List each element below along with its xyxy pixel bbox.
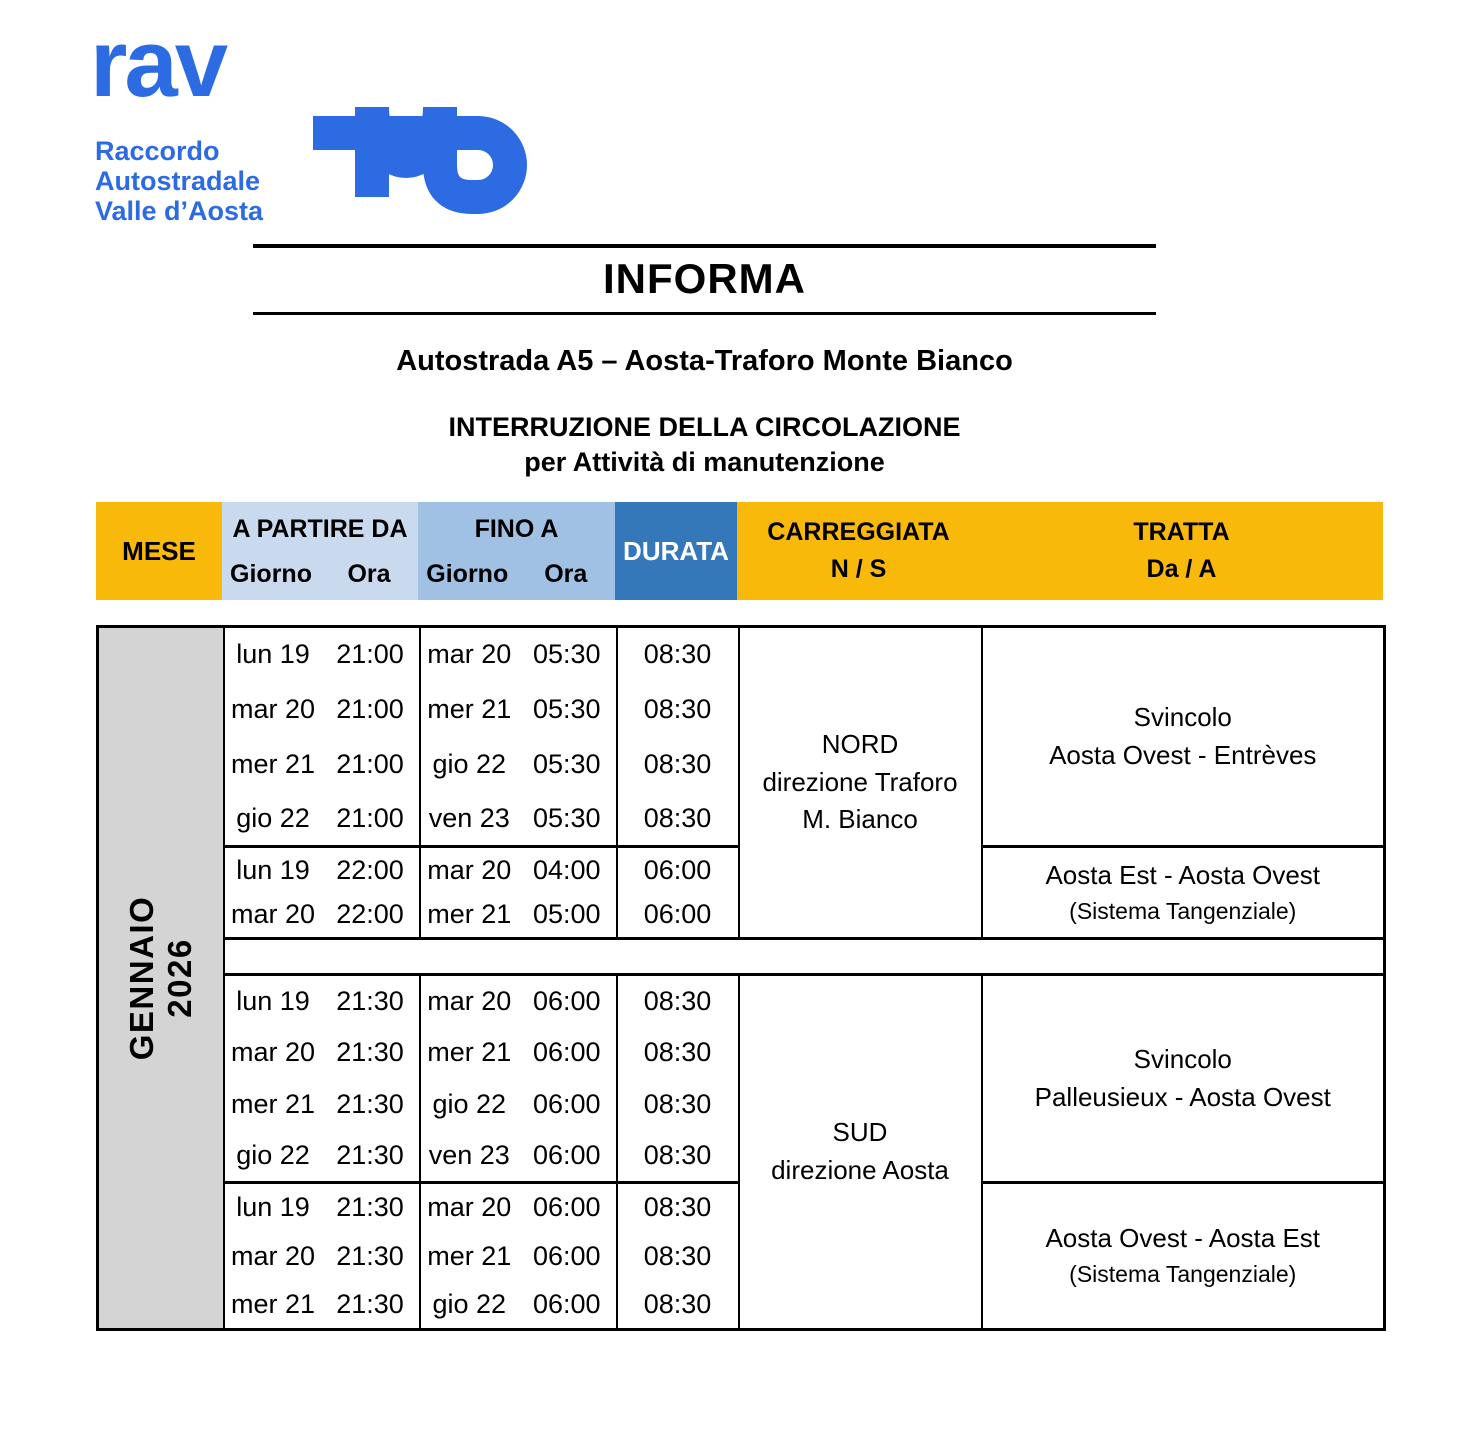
fino-a-label: FINO A (474, 515, 559, 543)
giorno-label: Giorno (426, 560, 509, 588)
from-cell (224, 792, 420, 847)
from-day: mar 20 (230, 1037, 316, 1067)
tratta-line: Aosta Ovest - Aosta Est (1045, 1223, 1321, 1254)
from-day: gio 22 (236, 802, 310, 833)
separator-cell (224, 939, 1385, 975)
header-cell-fino-a (418, 502, 615, 600)
tratta-cell (982, 1183, 1385, 1330)
tratta-cell (982, 975, 1385, 1183)
page-title: INFORMA (603, 255, 806, 302)
from-day: lun 19 (236, 639, 310, 670)
from-time: 21:30 (336, 985, 404, 1016)
carreggiata-ns-label: N / S (830, 555, 887, 583)
durata-cell: 08:30 (617, 1027, 739, 1079)
from-cell (224, 737, 420, 792)
durata-cell: 08:30 (617, 1131, 739, 1183)
tratta-line: Aosta Ovest - Entrèves (1049, 739, 1317, 770)
from-time: 21:30 (336, 1240, 404, 1271)
to-cell (420, 1232, 617, 1281)
carriageway-line: direzione Aosta (771, 1155, 949, 1185)
from-day: mer 21 (230, 1288, 316, 1319)
to-time: 06:00 (532, 1240, 601, 1271)
month-label (123, 896, 199, 1061)
to-cell (420, 1027, 617, 1079)
durata-cell: 08:30 (617, 682, 739, 737)
to-time: 06:00 (532, 1037, 601, 1067)
from-time: 21:30 (336, 1288, 404, 1319)
interruption-subheading: per Attività di manutenzione (524, 447, 885, 477)
to-day: ven 23 (428, 802, 510, 833)
from-time: 21:00 (336, 748, 404, 779)
table-header-strip (96, 502, 1383, 600)
from-cell (224, 1281, 420, 1330)
durata-cell: 08:30 (617, 1281, 739, 1330)
from-cell (224, 893, 420, 939)
to-day: mer 21 (427, 1037, 512, 1067)
from-time: 22:00 (336, 899, 404, 930)
durata-cell: 08:30 (617, 1079, 739, 1131)
giorno-label: Giorno (230, 560, 312, 588)
carriageway-line: M. Bianco (802, 804, 918, 835)
table-row (98, 975, 1385, 1027)
durata-cell: 08:30 (617, 975, 739, 1027)
logo-subtitle-line: Valle d’Aosta (95, 196, 264, 227)
to-time: 06:00 (532, 1288, 601, 1319)
to-time: 06:00 (532, 1140, 601, 1171)
to-day: gio 22 (432, 1089, 507, 1119)
schedule-table (96, 625, 1386, 1331)
to-day: mer 21 (427, 899, 512, 930)
to-time: 05:30 (532, 639, 601, 670)
from-day: mar 20 (230, 899, 316, 930)
title-block (253, 244, 1156, 478)
to-cell (420, 792, 617, 847)
header-cell-carreggiata-tratta (737, 502, 1383, 600)
header-cell-a-partire-da (222, 502, 418, 600)
to-cell (420, 1079, 617, 1131)
carriageway-line: SUD (832, 1117, 888, 1148)
to-time: 06:00 (532, 1089, 601, 1119)
to-time: 05:30 (532, 693, 601, 724)
carriageway-line: direzione Traforo (762, 766, 958, 797)
route-title: Autostrada A5 – Aosta-Traforo Monte Bianco (396, 345, 1013, 377)
tratta-line: Palleusieux - Aosta Ovest (1034, 1081, 1331, 1112)
from-day: lun 19 (236, 854, 310, 885)
title-rule-bottom (253, 312, 1156, 315)
to-time: 05:00 (532, 899, 601, 930)
to-cell (420, 975, 617, 1027)
to-day: gio 22 (432, 1288, 507, 1319)
from-day: mar 20 (230, 1240, 316, 1271)
ora-label: Ora (347, 560, 391, 588)
rav-road-icon (300, 25, 540, 215)
from-cell (224, 1232, 420, 1281)
header-cell-durata: DURATA (615, 502, 737, 600)
from-cell (224, 975, 420, 1027)
to-day: mar 20 (427, 854, 512, 885)
to-time: 05:30 (532, 748, 601, 779)
from-time: 21:30 (336, 1089, 404, 1119)
to-cell (420, 1281, 617, 1330)
from-day: gio 22 (236, 1140, 310, 1171)
logo-subtitle (95, 136, 263, 227)
ora-label: Ora (544, 560, 588, 588)
from-time: 21:00 (336, 639, 404, 670)
header-cell-carreggiata (737, 502, 980, 600)
table-row (98, 627, 1385, 682)
carreggiata-label: CARREGGIATA (767, 517, 950, 546)
to-day: mer 21 (427, 693, 512, 724)
from-time: 21:00 (336, 802, 404, 833)
logo-subtitle-line: Raccordo (95, 136, 220, 166)
from-cell (224, 682, 420, 737)
from-cell (224, 1131, 420, 1183)
month-cell (98, 627, 224, 1330)
to-day: mar 20 (427, 1192, 512, 1223)
from-day: mer 21 (230, 748, 316, 779)
from-cell (224, 1027, 420, 1079)
to-cell (420, 893, 617, 939)
to-time: 06:00 (532, 1192, 601, 1223)
from-day: mar 20 (230, 693, 316, 724)
header-cell-tratta (980, 502, 1383, 600)
durata-cell: 08:30 (617, 1183, 739, 1232)
durata-cell: 06:00 (617, 893, 739, 939)
durata-cell: 08:30 (617, 792, 739, 847)
carriageway-line: NORD (821, 728, 899, 759)
to-cell (420, 737, 617, 792)
from-time: 22:00 (336, 854, 404, 885)
logo-brand: rav (90, 10, 226, 117)
tratta-line: Aosta Est - Aosta Ovest (1045, 859, 1321, 890)
from-time: 21:30 (336, 1140, 404, 1171)
from-cell (224, 847, 420, 893)
durata-cell: 06:00 (617, 847, 739, 893)
from-cell (224, 1183, 420, 1232)
tratta-label: TRATTA (1133, 517, 1230, 546)
tratta-line: (Sistema Tangenziale) (1069, 1261, 1297, 1288)
durata-cell: 08:30 (617, 737, 739, 792)
to-time: 05:30 (532, 802, 601, 833)
to-time: 04:00 (532, 854, 601, 885)
from-time: 21:00 (336, 693, 404, 724)
to-time: 06:00 (532, 985, 601, 1016)
interruption-heading: INTERRUZIONE DELLA CIRCOLAZIONE (448, 412, 961, 442)
tratta-line: (Sistema Tangenziale) (1069, 897, 1297, 924)
to-cell (420, 627, 617, 682)
separator-row (98, 939, 1385, 975)
month-name: GENNAIO (122, 895, 160, 1061)
to-cell (420, 847, 617, 893)
to-cell (420, 682, 617, 737)
from-cell (224, 627, 420, 682)
from-day: mer 21 (230, 1089, 316, 1119)
tratta-cell (982, 847, 1385, 939)
from-day: lun 19 (236, 1192, 310, 1223)
to-day: gio 22 (432, 748, 507, 779)
to-cell (420, 1183, 617, 1232)
to-day: mer 21 (427, 1240, 512, 1271)
from-day: lun 19 (236, 985, 310, 1016)
to-day: mar 20 (427, 639, 512, 670)
carriageway-cell (739, 975, 982, 1330)
tratta-line: Svincolo (1133, 701, 1232, 732)
carriageway-cell (739, 627, 982, 939)
from-time: 21:30 (336, 1192, 404, 1223)
logo-subtitle-line: Autostradale (95, 166, 261, 197)
tratta-daa-label: Da / A (1146, 555, 1217, 583)
to-cell (420, 1131, 617, 1183)
tratta-cell (982, 627, 1385, 847)
from-time: 21:30 (336, 1037, 404, 1067)
durata-cell: 08:30 (617, 627, 739, 682)
a-partire-da-label: A PARTIRE DA (232, 515, 408, 543)
header-cell-mese: MESE (96, 502, 222, 600)
to-day: mar 20 (427, 985, 512, 1016)
to-day: ven 23 (428, 1140, 510, 1171)
durata-cell: 08:30 (617, 1232, 739, 1281)
from-cell (224, 1079, 420, 1131)
month-year: 2026 (160, 938, 198, 1018)
tratta-line: Svincolo (1133, 1043, 1232, 1074)
